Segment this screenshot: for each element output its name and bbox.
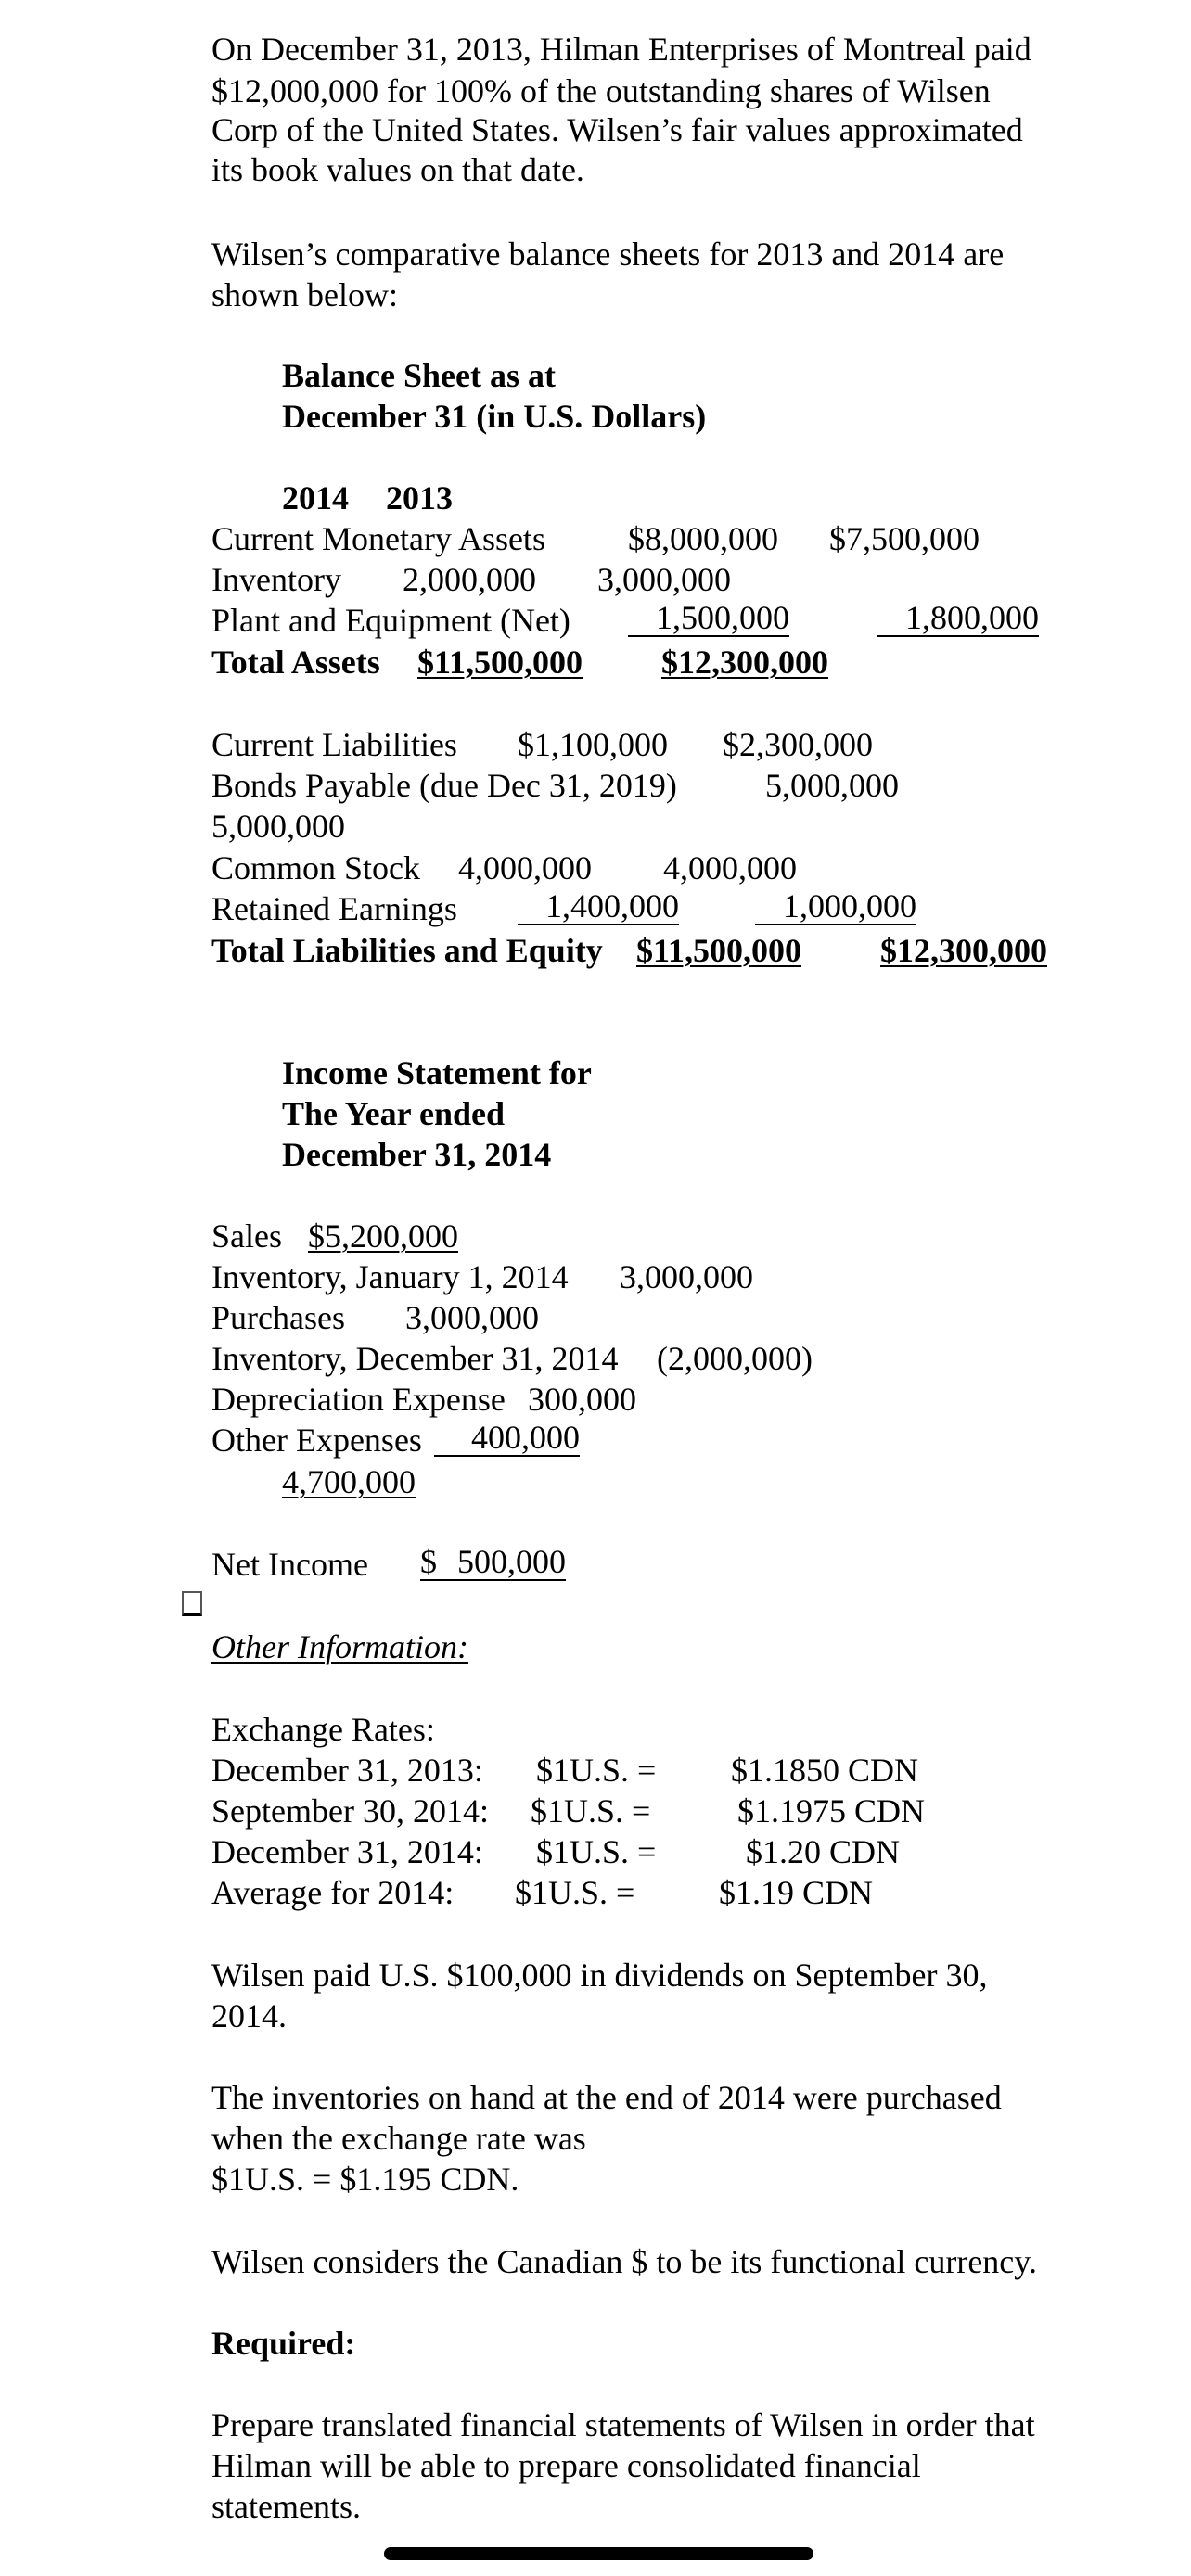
row-label: Sales [211, 1218, 282, 1255]
text-line: Hilman will be able to prepare consolidated financial [211, 2447, 921, 2484]
rate-value: $1.19 CDN [719, 1874, 874, 1911]
rate-value: $1.20 CDN [746, 1833, 901, 1870]
year-2014: 2014 [282, 479, 349, 516]
rate-row [211, 1791, 926, 1831]
rate-date: Average for 2014: [211, 1874, 455, 1911]
row-label: Inventory, January 1, 2014 [211, 1258, 569, 1295]
value-2013: $12,300,000 [880, 932, 1047, 969]
value-2013: $2,300,000 [723, 726, 873, 763]
row-value: (2,000,000) [657, 1340, 813, 1377]
rate-value: $1.1850 CDN [731, 1752, 919, 1789]
row-value: 300,000 [528, 1381, 636, 1418]
balance-sheet-title: Balance Sheet as at [282, 357, 556, 394]
row-value: $5,200,000 [308, 1218, 458, 1255]
table-row [211, 1419, 580, 1460]
net-income-row [211, 1543, 566, 1585]
value-2014: $1,100,000 [518, 726, 668, 763]
net-income-value [420, 1544, 566, 1581]
value-2013: 5,000,000 [211, 808, 345, 845]
row-label: Current Monetary Assets [211, 520, 545, 557]
value-2013: 1,800,000 [877, 600, 1039, 637]
required-heading: Required: [211, 2325, 356, 2362]
text-line: Wilsen’s comparative balance sheets for 2013 and 2014 are [211, 236, 1005, 273]
rate-date: December 31, 2014: [211, 1833, 483, 1870]
rate-base: $1U.S. = [531, 1792, 651, 1830]
text-line: $1U.S. = $1.195 CDN. [211, 2161, 519, 2198]
rate-row [211, 1872, 874, 1913]
text-line: The inventories on hand at the end of 2014 were purchased [211, 2079, 1002, 2116]
table-row-total [211, 930, 1047, 971]
table-row [211, 848, 797, 888]
text-line: 2014. [211, 1997, 287, 2034]
text-line: shown below: [211, 276, 398, 313]
row-label: Inventory [211, 561, 341, 598]
value-2014: 2,000,000 [403, 561, 536, 598]
table-row [211, 1216, 458, 1256]
table-row [211, 518, 980, 559]
row-value: 3,000,000 [620, 1258, 753, 1295]
other-info-heading: Other Information: [211, 1628, 468, 1665]
row-label: Total Assets [211, 644, 380, 681]
year-2013: 2013 [386, 479, 453, 516]
text-line: its book values on that date. [211, 151, 584, 188]
text-line: $12,000,000 for 100% of the outstanding shares of Wilsen [211, 72, 991, 109]
value-2014: $11,500,000 [636, 932, 802, 969]
rate-date: December 31, 2013: [211, 1752, 483, 1789]
table-row [211, 1379, 636, 1420]
text-line: Corp of the United States. Wilsen’s fair values approximated [211, 111, 1023, 148]
rate-base: $1U.S. = [536, 1752, 657, 1789]
table-row [211, 599, 1039, 641]
rate-base: $1U.S. = [515, 1874, 635, 1911]
row-value: 3,000,000 [405, 1299, 539, 1336]
rate-base: $1U.S. = [536, 1833, 657, 1870]
table-row [211, 765, 899, 806]
row-label: Total Liabilities and Equity [211, 932, 603, 969]
row-label: Depreciation Expense [211, 1381, 506, 1418]
total-expenses-value: 4,700,000 [282, 1463, 416, 1500]
checkbox-icon[interactable] [182, 1591, 202, 1616]
value-2014: $8,000,000 [628, 520, 778, 557]
text-line: when the exchange rate was [211, 2120, 586, 2157]
value-2013: $7,500,000 [829, 520, 980, 557]
rate-value: $1.1975 CDN [737, 1792, 926, 1830]
value-2013: 3,000,000 [597, 561, 731, 598]
balance-sheet-title: December 31 (in U.S. Dollars) [282, 398, 707, 435]
value-2013: 4,000,000 [663, 849, 797, 886]
row-label: Other Expenses [211, 1422, 422, 1459]
row-value: 400,000 [434, 1420, 580, 1457]
table-row-total [211, 642, 828, 682]
table-row [211, 1297, 539, 1338]
rate-row [211, 1831, 901, 1872]
value-2014: 5,000,000 [765, 767, 899, 804]
table-row [211, 559, 731, 600]
row-label: Current Liabilities [211, 726, 457, 763]
text-line: Prepare translated financial statements of Wilsen in order that [211, 2406, 1035, 2443]
value-2014: 1,400,000 [518, 888, 679, 925]
row-label: Retained Earnings [211, 890, 457, 927]
income-statement-title: The Year ended [282, 1095, 506, 1132]
table-row [211, 887, 916, 929]
home-indicator[interactable] [384, 2547, 813, 2560]
income-statement-title: December 31, 2014 [282, 1136, 552, 1173]
row-label: Inventory, December 31, 2014 [211, 1340, 619, 1377]
table-row [211, 724, 873, 765]
value-2014: 4,000,000 [458, 849, 592, 886]
table-row [211, 1256, 753, 1297]
rate-row [211, 1750, 919, 1791]
income-statement-title: Income Statement for [282, 1054, 592, 1091]
row-label: Plant and Equipment (Net) [211, 602, 570, 639]
currency-symbol: $ [420, 1543, 437, 1580]
table-row [211, 1338, 813, 1379]
value-2014: 1,500,000 [628, 600, 789, 637]
text-line: Wilsen considers the Canadian $ to be its functional currency. [211, 2243, 1037, 2280]
row-label: Purchases [211, 1299, 345, 1336]
value-2013: 1,000,000 [755, 888, 916, 925]
rate-date: September 30, 2014: [211, 1792, 489, 1830]
text-line: statements. [211, 2488, 361, 2525]
row-label: Bonds Payable (due Dec 31, 2019) [211, 767, 677, 804]
row-label: Net Income [211, 1546, 368, 1583]
amount: 500,000 [457, 1543, 566, 1580]
exchange-rates-heading: Exchange Rates: [211, 1711, 435, 1748]
value-2013: $12,300,000 [661, 644, 828, 681]
text-line: On December 31, 2013, Hilman Enterprises of Montreal paid [211, 31, 1031, 68]
row-label: Common Stock [211, 849, 421, 886]
value-2014: $11,500,000 [417, 644, 583, 681]
text-line: Wilsen paid U.S. $100,000 in dividends on September 30, [211, 1957, 988, 1994]
